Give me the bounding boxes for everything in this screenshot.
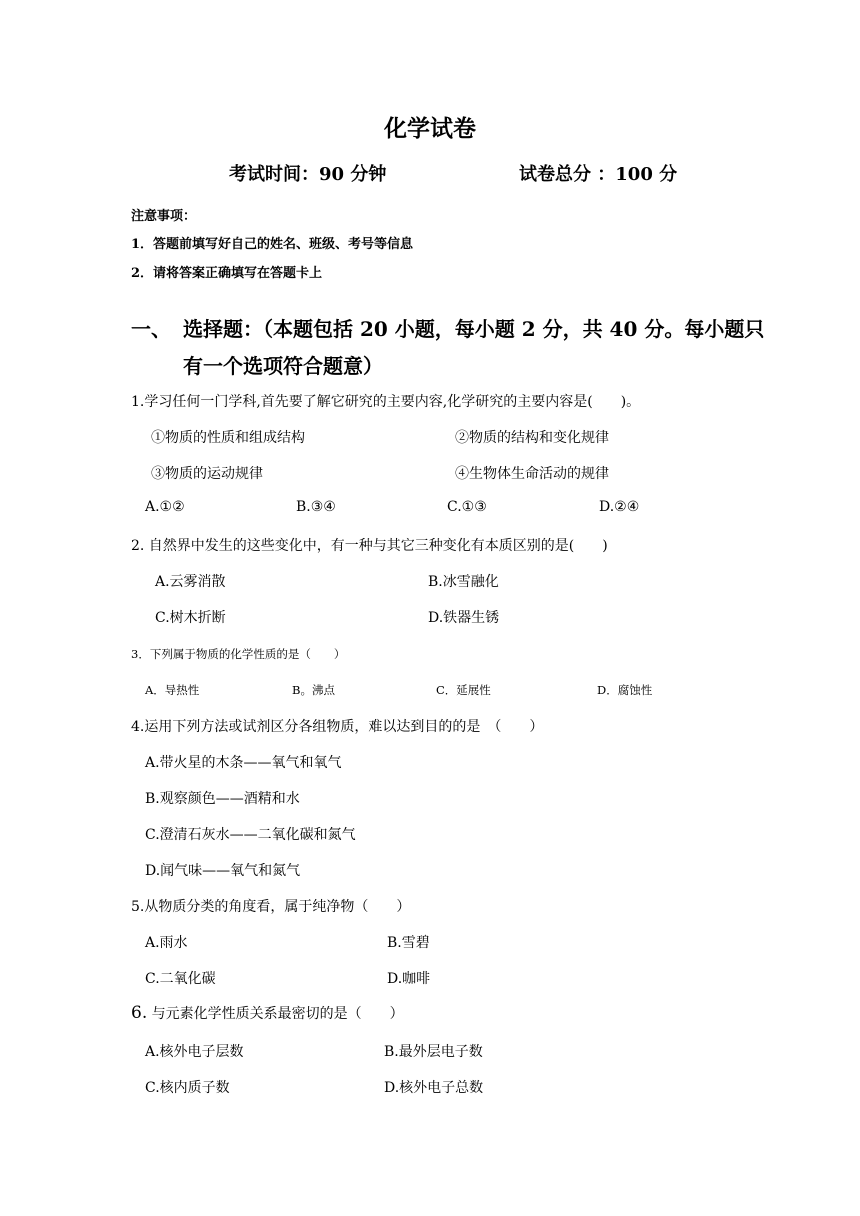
section-heading <box>131 311 771 385</box>
question-6-option-d: D.核外电子总数 <box>384 1080 484 1096</box>
question-1-statement: ②物质的结构和变化规律 <box>455 430 609 446</box>
question-6-option-a: A.核外电子层数 <box>145 1044 244 1060</box>
question-5-option-d: D.咖啡 <box>387 971 431 987</box>
question-2-option-d: D.铁器生锈 <box>428 610 500 626</box>
question-1-option-a: A.①② <box>145 499 185 515</box>
question-2-option-c: C.树木折断 <box>155 610 226 626</box>
question-1-stem: 1.学习任何一门学科,首先要了解它研究的主要内容,化学研究的主要内容是( )。 <box>131 394 641 410</box>
question-3-stem: 3．下列属于物质的化学性质的是（ ） <box>131 647 346 661</box>
note-item: 1．答题前填写好自己的姓名、班级、考号等信息 <box>131 237 414 252</box>
note-item: 2．请将答案正确填写在答题卡上 <box>131 266 323 281</box>
question-5-option-b: B.雪碧 <box>387 935 430 951</box>
question-3-option-b: B。沸点 <box>292 683 335 697</box>
question-1-option-c: C.①③ <box>447 499 487 515</box>
question-2-option-a: A.云雾消散 <box>155 574 226 590</box>
question-1-statement: ④生物体生命活动的规律 <box>455 466 609 482</box>
notes-heading: 注意事项： <box>131 209 197 224</box>
question-4-option-b: B.观察颜色——酒精和水 <box>145 791 300 807</box>
section-number: 一、 <box>131 317 171 341</box>
question-6-stem <box>131 1003 404 1023</box>
question-3-option-a: A．导热性 <box>145 683 200 697</box>
section-instructions: 选择题：（本题包括 20 小题，每小题 2 分，共 40 分。每小题只有一个选项符合题意） <box>183 317 765 378</box>
exam-title: 化学试卷 <box>384 115 476 142</box>
question-5-option-a: A.雨水 <box>145 935 188 951</box>
question-6-number: 6. <box>131 1003 148 1023</box>
question-2-stem: 2. 自然界中发生的这些变化中，有一种与其它三种变化有本质区别的是( ) <box>131 538 608 554</box>
question-3-option-c: C．延展性 <box>436 683 491 697</box>
question-3-option-d: D．腐蚀性 <box>597 683 653 697</box>
question-2-option-b: B.冰雪融化 <box>428 574 499 590</box>
exam-time: 考试时间：90 分钟 <box>229 164 387 185</box>
question-4-option-c: C.澄清石灰水——二氧化碳和氮气 <box>145 827 356 843</box>
question-6-option-b: B.最外层电子数 <box>384 1044 483 1060</box>
total-score: 试卷总分 ：100 分 <box>519 164 678 185</box>
question-6-text: 与元素化学性质关系最密切的是（ ） <box>147 1006 404 1022</box>
question-4-stem: 4.运用下列方法或试剂区分各组物质，难以达到目的的是 （ ） <box>131 719 544 735</box>
question-4-option-d: D.闻气味——氧气和氮气 <box>145 863 301 879</box>
question-5-option-c: C.二氧化碳 <box>145 971 216 987</box>
question-1-statement: ①物质的性质和组成结构 <box>151 430 305 446</box>
question-1-option-d: D.②④ <box>599 499 640 515</box>
question-6-option-c: C.核内质子数 <box>145 1080 230 1096</box>
question-1-statement: ③物质的运动规律 <box>151 466 263 482</box>
question-1-option-b: B.③④ <box>296 499 336 515</box>
question-4-option-a: A.带火星的木条——氧气和氧气 <box>145 755 342 771</box>
question-5-stem: 5.从物质分类的角度看，属于纯净物（ ） <box>131 899 411 915</box>
